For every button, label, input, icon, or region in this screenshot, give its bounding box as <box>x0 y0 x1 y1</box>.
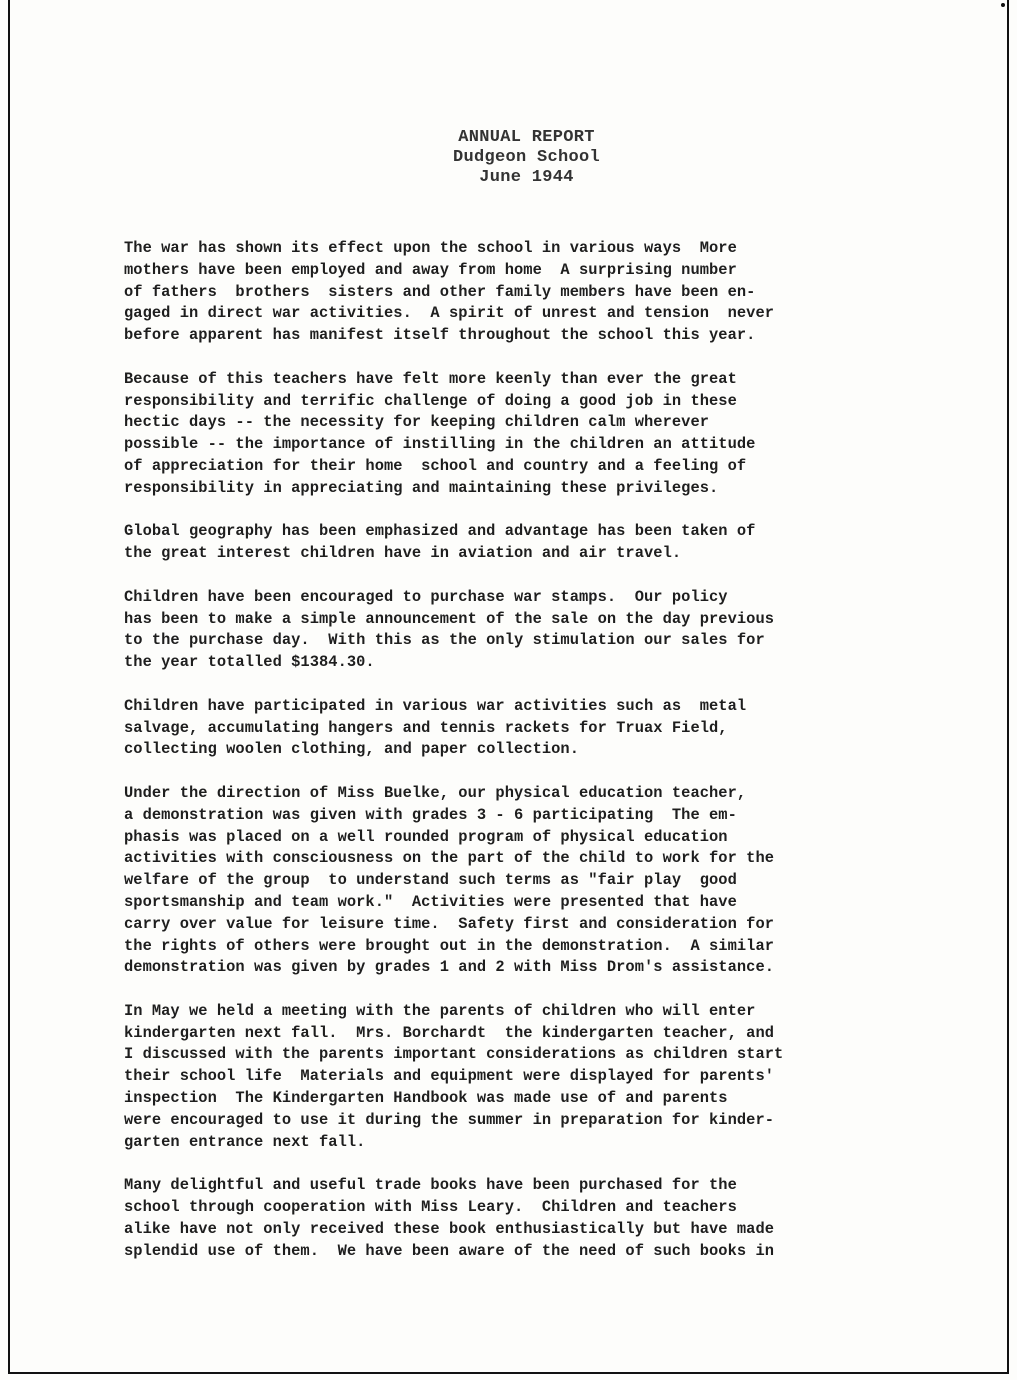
text-line: I discussed with the parents important considerations as children start <box>124 1045 784 1064</box>
paragraph <box>124 783 892 979</box>
text-line: Global geography has been emphasized and advantage has been taken of <box>124 522 756 541</box>
text-line: the year totalled $1384.30. <box>124 653 375 672</box>
text-line: alike have not only received these book enthusiastically but have made <box>124 1219 775 1238</box>
paragraph <box>124 1175 892 1262</box>
text-line: has been to make a simple announcement of the sale on the day previous <box>124 609 775 628</box>
text-line: splendid use of them. We have been aware of the need of such books in <box>124 1241 775 1260</box>
paragraph <box>124 369 892 500</box>
text-line: The war has shown its effect upon the school in various ways More <box>124 239 737 257</box>
text-line: gaged in direct war activities. A spirit of unrest and tension never <box>124 304 775 323</box>
text-line: salvage, accumulating hangers and tennis rackets for Truax Field, <box>124 718 728 737</box>
text-line: possible -- the importance of instilling in the children an attitude <box>124 435 756 454</box>
report-title: ANNUAL REPORT <box>458 128 595 147</box>
text-line: their school life Materials and equipment were displayed for parents' <box>124 1067 775 1086</box>
text-line: school through cooperation with Miss Leary. Children and teachers <box>124 1198 737 1217</box>
text-line: sportsmanship and team work." Activities were presented that have <box>124 892 737 911</box>
text-line: kindergarten next fall. Mrs. Borchardt the kindergarten teacher, and <box>124 1023 775 1042</box>
text-line: the great interest children have in aviation and air travel. <box>124 544 682 563</box>
text-line: a demonstration was given with grades 3 - 6 participating The em- <box>124 805 737 824</box>
paragraph <box>124 521 892 565</box>
text-line: Children have been encouraged to purchase war stamps. Our policy <box>124 587 728 606</box>
text-line: garten entrance next fall. <box>124 1132 366 1151</box>
text-line: phasis was placed on a well rounded program of physical education <box>124 827 728 846</box>
text-line: Many delightful and useful trade books have been purchased for the <box>124 1176 737 1195</box>
text-line: demonstration was given by grades 1 and 2 with Miss Drom's assistance. <box>124 958 775 977</box>
text-line: Because of this teachers have felt more keenly than ever the great <box>124 369 737 388</box>
text-line: inspection The Kindergarten Handbook was made use of and parents <box>124 1089 728 1108</box>
report-header <box>0 128 1017 188</box>
text-line: hectic days -- the necessity for keeping children calm wherever <box>124 413 710 432</box>
corner-dot <box>1001 3 1005 7</box>
text-line: of fathers brothers sisters and other family members have been en- <box>124 282 756 301</box>
text-line: to the purchase day. With this as the only stimulation our sales for <box>124 631 765 650</box>
text-line: Under the direction of Miss Buelke, our physical education teacher, <box>124 783 747 802</box>
paragraph <box>124 1001 892 1154</box>
text-line: mothers have been employed and away from home A surprising number <box>124 260 737 279</box>
text-line: of appreciation for their home school and country and a feeling of <box>124 456 747 475</box>
text-line: collecting woolen clothing, and paper collection. <box>124 740 580 759</box>
text-line: the rights of others were brought out in the demonstration. A similar <box>124 936 775 955</box>
text-line: welfare of the group to understand such terms as "fair play good <box>124 871 737 890</box>
paragraph <box>124 696 892 761</box>
paragraph <box>124 238 892 347</box>
paragraph <box>124 587 892 674</box>
text-line: carry over value for leisure time. Safety first and consideration for <box>124 914 775 933</box>
text-line: before apparent has manifest itself throughout the school this year. <box>124 326 756 345</box>
school-name: Dudgeon School <box>452 148 601 167</box>
text-line: In May we held a meeting with the parents of children who will enter <box>124 1001 756 1020</box>
text-line: activities with consciousness on the part of the child to work for the <box>124 849 775 868</box>
text-line: responsibility in appreciating and maintaining these privileges. <box>124 478 719 497</box>
text-line: responsibility and terrific challenge of doing a good job in these <box>124 391 737 410</box>
text-line: Children have participated in various war activities such as metal <box>124 696 747 715</box>
text-line: were encouraged to use it during the summer in preparation for kinder- <box>124 1110 775 1129</box>
report-date: June 1944 <box>479 168 574 187</box>
report-body <box>124 238 892 1284</box>
